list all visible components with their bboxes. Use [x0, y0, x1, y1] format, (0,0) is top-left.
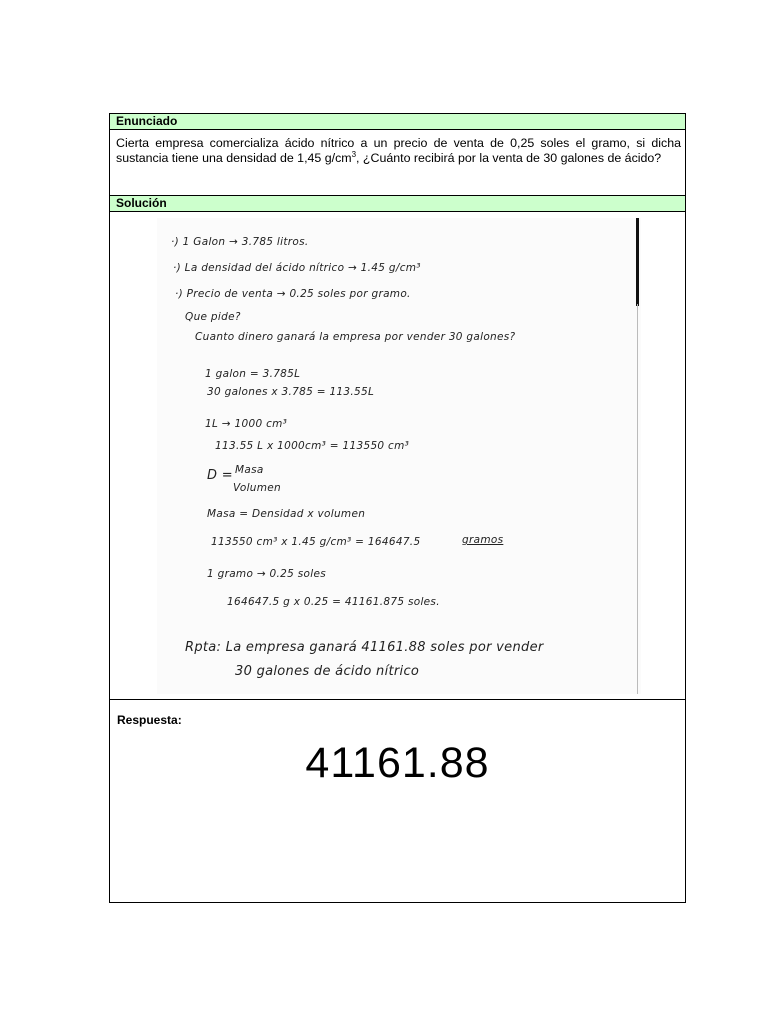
handwritten-line: 164647.5 g x 0.25 = 41161.875 soles.	[227, 596, 440, 608]
handwritten-solution-image	[157, 218, 641, 694]
paper-edge	[636, 218, 639, 306]
enunciado-header: Enunciado	[110, 114, 685, 130]
handwritten-line: Rpta: La empresa ganará 41161.88 soles por vender	[185, 640, 544, 655]
handwritten-line: Cuanto dinero ganará la empresa por vender 30 galones?	[195, 331, 516, 343]
respuesta-value: 41161.88	[305, 739, 490, 787]
enunciado-superscript: 3	[351, 149, 357, 159]
handwritten-line: gramos	[462, 534, 504, 546]
handwritten-line: 30 galones x 3.785 = 113.55L	[207, 386, 375, 398]
handwritten-line: 30 galones de ácido nítrico	[235, 664, 420, 679]
handwritten-line: 113550 cm³ x 1.45 g/cm³ = 164647.5	[211, 536, 421, 548]
enunciado-text	[116, 136, 681, 166]
solucion-header: Solución	[110, 195, 685, 212]
respuesta-label: Respuesta:	[117, 713, 182, 727]
handwritten-line: ·) 1 Galon → 3.785 litros.	[171, 236, 309, 248]
solution-area	[110, 212, 685, 700]
handwritten-line: 1L → 1000 cm³	[205, 418, 288, 430]
handwritten-line: 113.55 L x 1000cm³ = 113550 cm³	[215, 440, 410, 452]
handwritten-line: Masa	[235, 464, 264, 476]
paper-edge-shadow	[637, 304, 638, 694]
handwritten-line: Masa = Densidad x volumen	[207, 508, 366, 520]
handwritten-line: ·) Precio de venta → 0.25 soles por gramo.	[175, 288, 411, 300]
handwritten-line: Que pide?	[185, 311, 241, 323]
enunciado-text-part1: Cierta empresa comercializa ácido nítrico a un precio de venta de 0,25 soles el gramo, si dicha sustancia tiene una densidad de 1,45 g/cm	[116, 136, 681, 165]
enunciado-text-part2: , ¿Cuánto recibirá por la venta de 30 galones de ácido?	[356, 151, 662, 165]
exercise-sheet	[109, 113, 686, 903]
handwritten-line: D =	[207, 468, 233, 483]
handwritten-line: Volumen	[233, 482, 282, 494]
handwritten-line: ·) La densidad del ácido nítrico → 1.45 g/cm³	[173, 262, 421, 274]
handwritten-line: 1 galon = 3.785L	[205, 368, 301, 380]
handwritten-line: 1 gramo → 0.25 soles	[207, 568, 327, 580]
